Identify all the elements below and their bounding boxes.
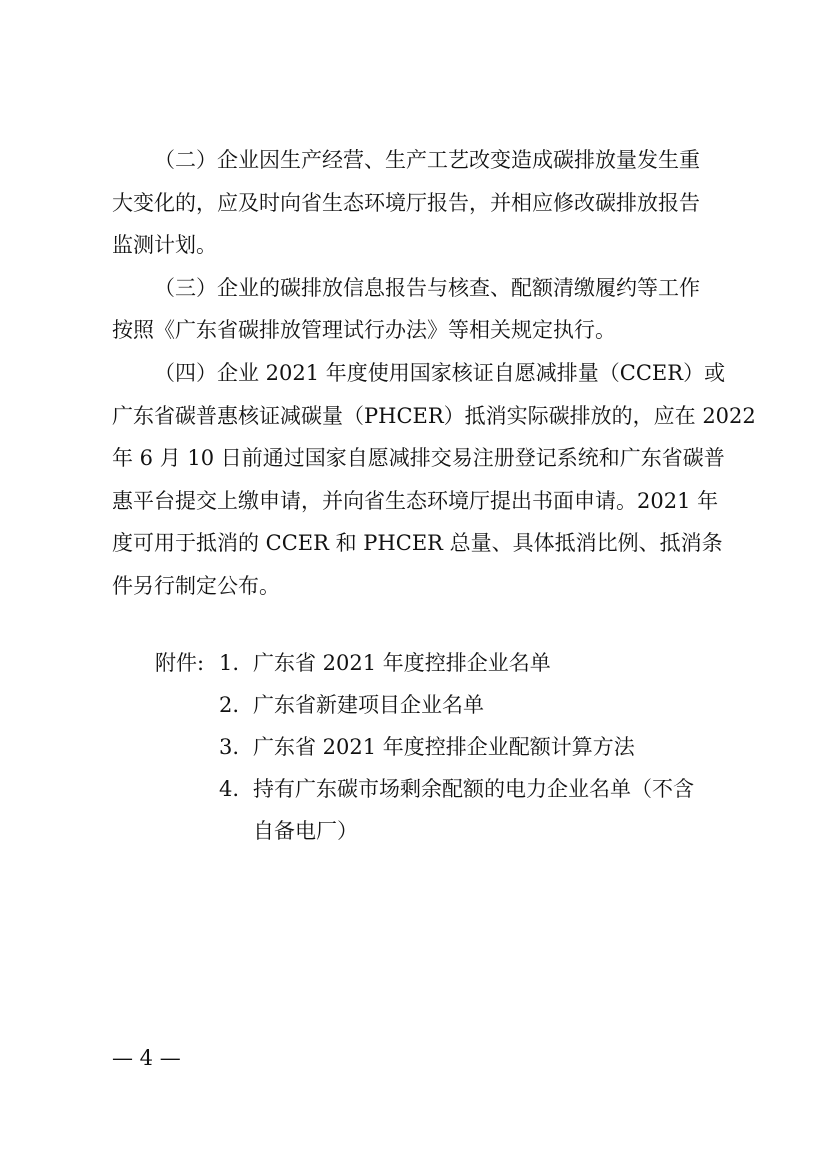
attachment-item-4-continuation: 自备电厂） [253, 819, 358, 843]
paragraph-2-line-3: 监测计划。 [112, 233, 217, 257]
attachments-label: 附件: [155, 651, 205, 675]
attachment-number: 4. [219, 777, 240, 801]
paragraph-4-line-6: 件另行制定公布。 [112, 574, 280, 598]
attachment-number: 3. [219, 735, 240, 759]
attachment-title: 广东省 2021 年度控排企业名单 [253, 651, 551, 675]
attachment-title: 广东省新建项目企业名单 [253, 693, 484, 717]
attachment-item-1 [219, 649, 551, 677]
page-number: — 4 — [112, 1046, 181, 1070]
paragraph-2-line-1: （二）企业因生产经营、生产工艺改变造成碳排放量发生重 [154, 148, 700, 172]
attachment-item-3 [219, 733, 635, 761]
paragraph-3-line-2: 按照《广东省碳排放管理试行办法》等相关规定执行。 [112, 318, 616, 342]
paragraph-4-line-4: 惠平台提交上缴申请，并向省生态环境厅提出书面申请。2021 年 [112, 489, 719, 513]
paragraph-4-line-2: 广东省碳普惠核证减碳量（PHCER）抵消实际碳排放的，应在 2022 [112, 404, 756, 428]
paragraph-3-line-1: （三）企业的碳排放信息报告与核查、配额清缴履约等工作 [154, 276, 700, 300]
attachment-number: 1. [219, 651, 240, 675]
attachment-number: 2. [219, 693, 240, 717]
paragraph-2-line-2: 大变化的，应及时向省生态环境厅报告，并相应修改碳排放报告 [112, 191, 700, 215]
paragraph-4-line-1: （四）企业 2021 年度使用国家核证自愿减排量（CCER）或 [154, 361, 726, 385]
attachment-item-4 [219, 775, 694, 803]
paragraph-4-line-5: 度可用于抵消的 CCER 和 PHCER 总量、具体抵消比例、抵消条 [112, 531, 723, 555]
attachment-title: 广东省 2021 年度控排企业配额计算方法 [253, 735, 635, 759]
paragraph-4-line-3: 年 6 月 10 日前通过国家自愿减排交易注册登记系统和广东省碳普 [112, 446, 725, 470]
attachment-item-2 [219, 691, 484, 719]
attachment-title: 持有广东碳市场剩余配额的电力企业名单（不含 [253, 777, 694, 801]
